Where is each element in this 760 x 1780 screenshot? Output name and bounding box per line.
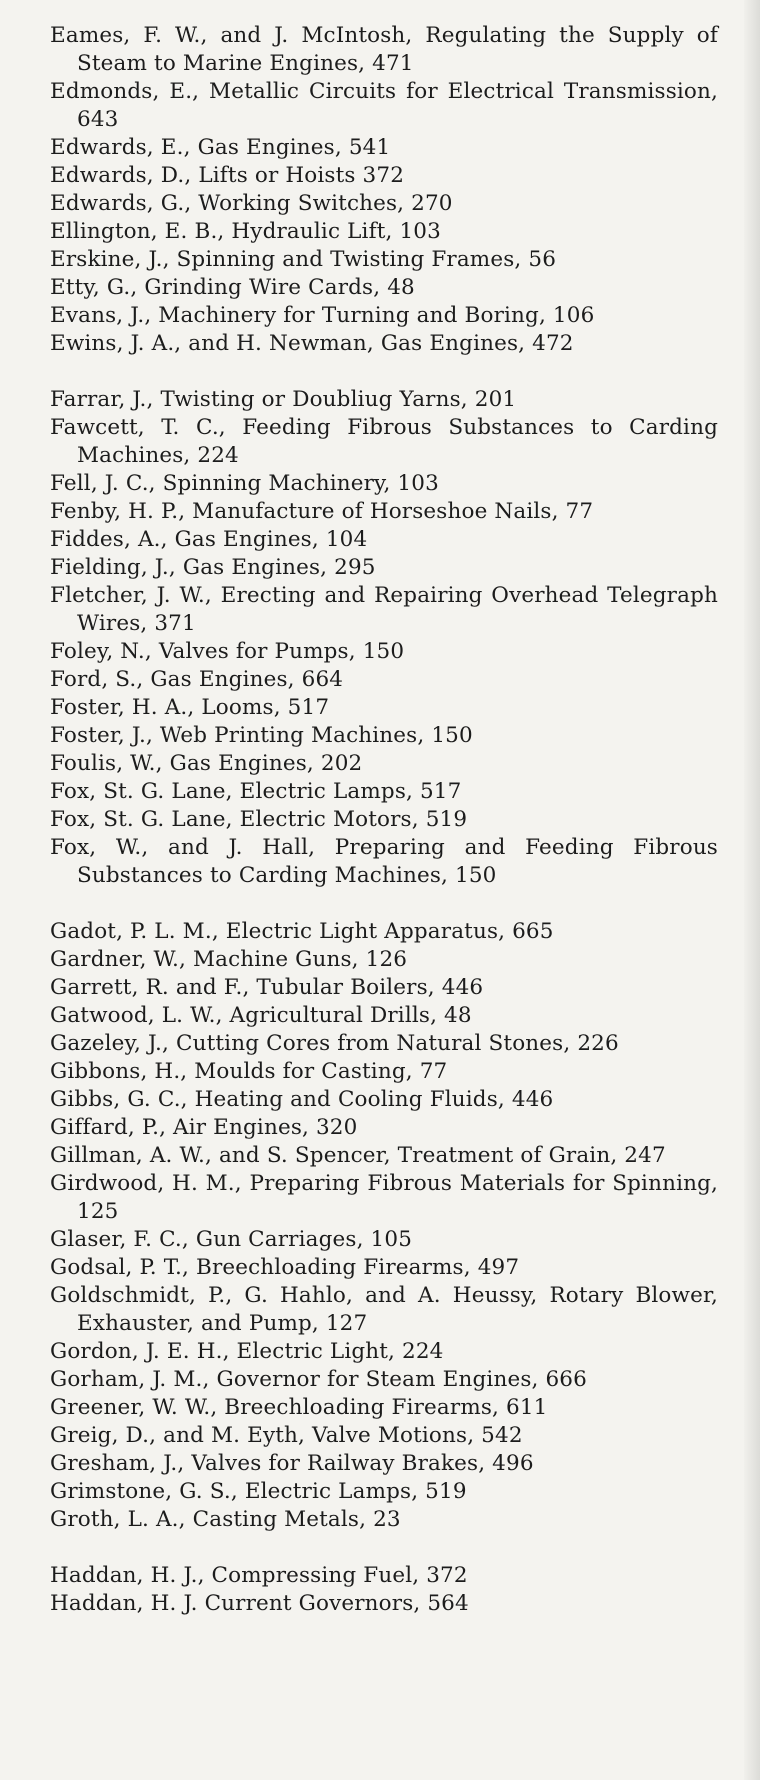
- index-entry: Greig, D., and M. Eyth, Valve Motions, 542: [50, 1423, 523, 1448]
- index-entry: Foulis, W., Gas Engines, 202: [50, 751, 363, 776]
- index-entry: Edmonds, E., Metallic Circuits for Electrical Transmission, 643: [50, 79, 718, 132]
- index-entry: Edwards, D., Lifts or Hoists 372: [50, 163, 405, 188]
- index-section-f: [50, 386, 718, 890]
- index-entry: Gibbs, G. C., Heating and Cooling Fluids, 446: [50, 1087, 554, 1112]
- index-entry: Farrar, J., Twisting or Doubliug Yarns, 201: [50, 387, 517, 412]
- index-entry: Gardner, W., Machine Guns, 126: [50, 947, 408, 972]
- index-entry: Giffard, P., Air Engines, 320: [50, 1115, 358, 1140]
- index-entry: Fox, W., and J. Hall, Preparing and Feeding Fibrous Substances to Carding Machines, 150: [50, 835, 718, 888]
- index-entry: Fletcher, J. W., Erecting and Repairing Overhead Telegraph Wires, 371: [50, 583, 718, 636]
- index-entry: Eames, F. W., and J. McIntosh, Regulating the Supply of Steam to Marine Engines, 471: [50, 23, 718, 76]
- index-entry: Etty, G., Grinding Wire Cards, 48: [50, 275, 415, 300]
- index-entry: Foley, N., Valves for Pumps, 150: [50, 639, 405, 664]
- index-entry: Gatwood, L. W., Agricultural Drills, 48: [50, 1003, 472, 1028]
- index-entry: Gadot, P. L. M., Electric Light Apparatus, 665: [50, 919, 554, 944]
- index-entry: Godsal, P. T., Breechloading Firearms, 497: [50, 1255, 520, 1280]
- index-entry: Fiddes, A., Gas Engines, 104: [50, 527, 368, 552]
- index-entry: Edwards, E., Gas Engines, 541: [50, 135, 391, 160]
- index-entry: Gorham, J. M., Governor for Steam Engines, 666: [50, 1367, 587, 1392]
- index-section-g: [50, 918, 718, 1534]
- index-entry: Haddan, H. J., Compressing Fuel, 372: [50, 1563, 468, 1588]
- index-entry: Fawcett, T. C., Feeding Fibrous Substances to Carding Machines, 224: [50, 415, 718, 468]
- index-section-h: [50, 1562, 718, 1618]
- index-entry: Glaser, F. C., Gun Carriages, 105: [50, 1227, 413, 1252]
- index-entry: Greener, W. W., Breechloading Firearms, 611: [50, 1395, 548, 1420]
- index-entry: Girdwood, H. M., Preparing Fibrous Materials for Spinning, 125: [50, 1171, 718, 1224]
- index-entry: Groth, L. A., Casting Metals, 23: [50, 1507, 401, 1532]
- page-edge-shadow: [744, 0, 760, 1780]
- index-entry: Gresham, J., Valves for Railway Brakes, 496: [50, 1451, 534, 1476]
- index-entry: Edwards, G., Working Switches, 270: [50, 191, 453, 216]
- index-entry: Ford, S., Gas Engines, 664: [50, 667, 344, 692]
- index-entry: Ewins, J. A., and H. Newman, Gas Engines, 472: [50, 331, 574, 356]
- index-entry: Ellington, E. B., Hydraulic Lift, 103: [50, 219, 441, 244]
- index-entry: Foster, H. A., Looms, 517: [50, 695, 330, 720]
- index-entry: Fielding, J., Gas Engines, 295: [50, 555, 376, 580]
- index-column: [50, 22, 718, 1618]
- section-gap: [50, 890, 718, 918]
- index-entry: Gordon, J. E. H., Electric Light, 224: [50, 1339, 444, 1364]
- section-gap: [50, 1534, 718, 1562]
- index-entry: Fenby, H. P., Manufacture of Horseshoe Nails, 77: [50, 499, 594, 524]
- index-entry: Grimstone, G. S., Electric Lamps, 519: [50, 1479, 467, 1504]
- index-entry: Fox, St. G. Lane, Electric Lamps, 517: [50, 779, 462, 804]
- index-entry: Erskine, J., Spinning and Twisting Frames, 56: [50, 247, 557, 272]
- index-entry: Fox, St. G. Lane, Electric Motors, 519: [50, 807, 468, 832]
- index-entry: Gillman, A. W., and S. Spencer, Treatment of Grain, 247: [50, 1143, 666, 1168]
- index-entry: Gazeley, J., Cutting Cores from Natural Stones, 226: [50, 1031, 619, 1056]
- index-entry: Foster, J., Web Printing Machines, 150: [50, 723, 473, 748]
- index-entry: Fell, J. C., Spinning Machinery, 103: [50, 471, 439, 496]
- index-entry: Evans, J., Machinery for Turning and Boring, 106: [50, 303, 595, 328]
- index-section-e: [50, 22, 718, 358]
- index-entry: Haddan, H. J. Current Governors, 564: [50, 1591, 469, 1616]
- index-entry: Gibbons, H., Moulds for Casting, 77: [50, 1059, 448, 1084]
- section-gap: [50, 358, 718, 386]
- index-entry: Goldschmidt, P., G. Hahlo, and A. Heussy, Rotary Blower, Exhauster, and Pump, 127: [50, 1283, 718, 1336]
- index-entry: Garrett, R. and F., Tubular Boilers, 446: [50, 975, 484, 1000]
